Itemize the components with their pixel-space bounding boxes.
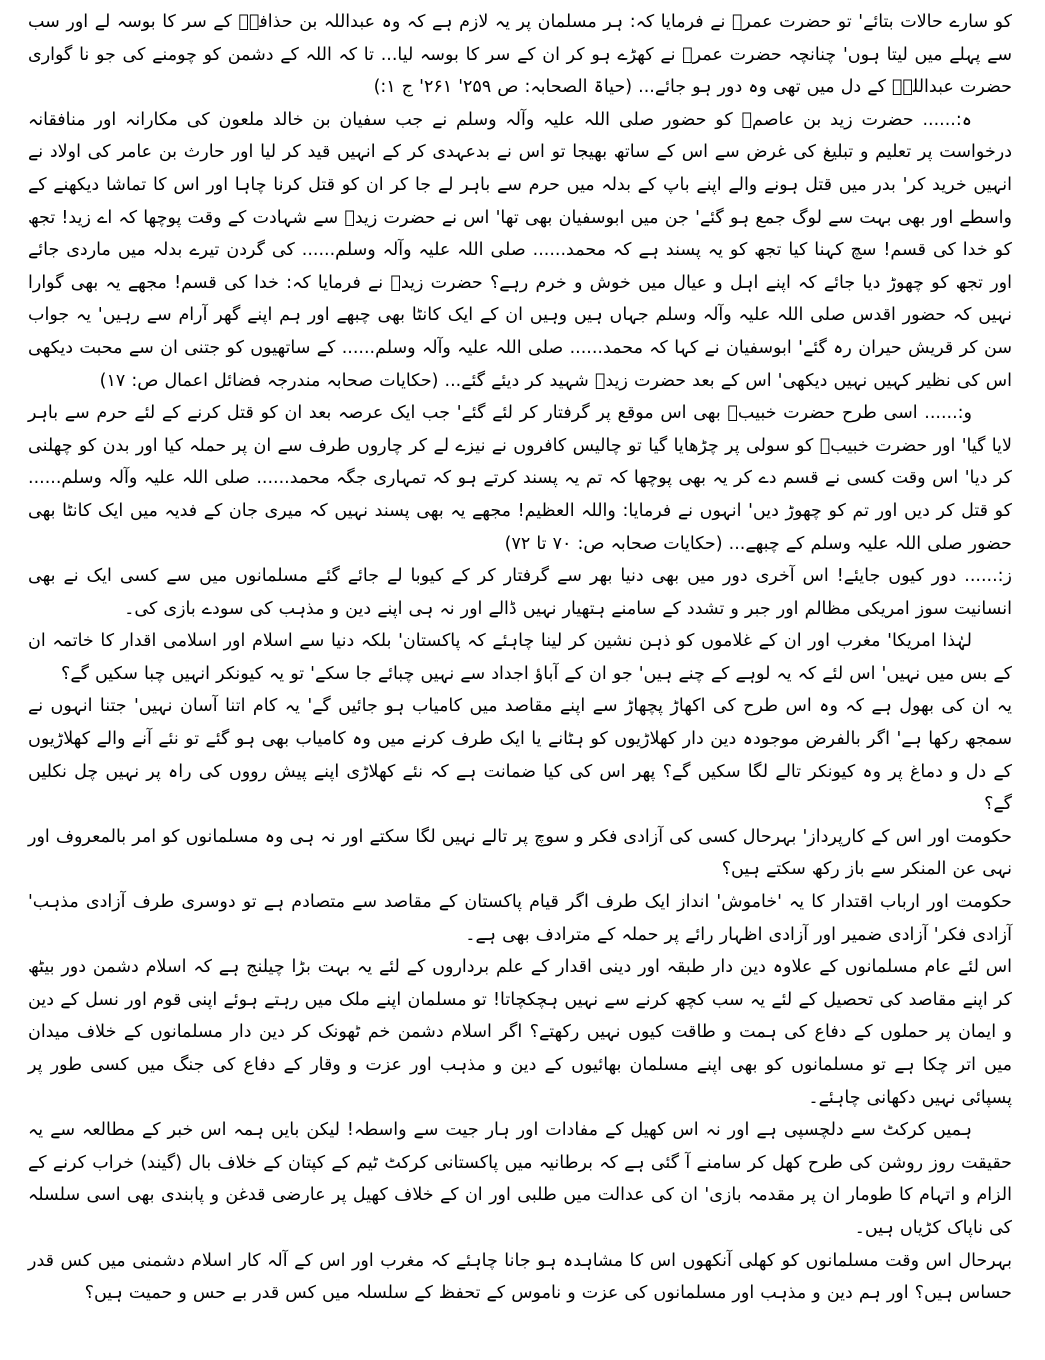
document-page: [28, 6, 1012, 1354]
paragraph-9: اس لئے عام مسلمانوں کے علاوہ دین دار طبقہ اور دینی اقدار کے علم برداروں کے لئے یہ بہت بڑا چیلنج ہے کہ اسلام دشمن دور بیٹھ کر اپنے مقاصد کی تحصیل کے لئے یہ سب کچھ کرنے سے نہیں ہچکچاتا! تو مسلمان اپنے ملک میں رہتے ہوئے اپنی قوم اور نسل کے دین و ایمان پر حملوں کے دفاع کی ہمت و طاقت کیوں نہیں رکھتے؟ اگر اسلام دشمن خم ٹھونک کر دین دار مسلمانوں کے خلاف میدان میں اتر چکا ہے تو مسلمانوں کو بھی اپنے مسلمان بھائیوں کے دین و مذہب اور عزت و وقار کے دفاع کی جنگ میں کسی طور پر پسپائی نہیں دکھانی چاہئے۔: [28, 957, 1012, 1108]
paragraph-7: حکومت اور اس کے کارپرداز' بہرحال کسی کی آزادی فکر و سوچ پر تالے نہیں لگا سکتے اور نہ ہی وہ مسلمانوں کو امر بالمعروف اور نہی عن المنکر سے باز رکھ سکتے ہیں؟: [28, 826, 1012, 880]
paragraph-5: لہٰذا امریکا' مغرب اور ان کے غلاموں کو ذہن نشین کر لینا چاہئے کہ پاکستان' بلکہ دنیا سے اسلام اور اسلامی اقدار کا خاتمہ ان کے بس میں نہیں' اس لئے کہ یہ لوہے کے چنے ہیں' جو ان کے آباؤ اجداد سے نہیں چبائے جا سکے' تو یہ کیونکر انہیں چبا سکیں گے؟: [28, 631, 1012, 684]
paragraph-6: یہ ان کی بھول ہے کہ وہ اس طرح کی اکھاڑ پچھاڑ سے اپنے مقاصد میں کامیاب ہو جائیں گے' یہ کام اتنا آسان نہیں' جتنا انہوں نے سمجھ رکھا ہے' اگر بالفرض موجودہ دین دار کھلاڑیوں کو ہٹانے یا ایک طرف کرنے میں وہ کامیاب بھی ہو گئے تو نئے آنے والے کھلاڑیوں کے دل و دماغ پر وہ کیونکر تالے لگا سکیں گے؟ پھر اس کی کیا ضمانت ہے کہ نئے کھلاڑی اپنے پیش رووں کی راہ پر نہیں چل نکلیں گے؟: [28, 696, 1012, 815]
paragraph-4: ز:...... دور کیوں جایئے! اس آخری دور میں بھی دنیا بھر سے گرفتار کر کے کیوبا لے جائے گئے مسلمانوں میں سے کسی ایک نے بھی انسانیت سوز امریکی مظالم اور جبر و تشدد کے سامنے ہتھیار نہیں ڈالے اور نہ ہی اپنے دین و مذہب کی سودے بازی کی۔: [28, 566, 1012, 619]
paragraph-8: حکومت اور ارباب اقتدار کا یہ 'خاموش' انداز ایک طرف اگر قیام پاکستان کے مقاصد سے متصادم ہے تو دوسری طرف آزادی مذہب' آزادی فکر' آزادی ضمیر اور آزادی اظہار رائے پر حملہ کے مترادف بھی ہے۔: [28, 892, 1012, 945]
paragraph-3: و:...... اسی طرح حضرت خبیبؓ بھی اس موقع پر گرفتار کر لئے گئے' جب ایک عرصہ بعد ان کو قتل کرنے کے لئے حرم سے باہر لایا گیا' اور حضرت خبیبؓ کو سولی پر چڑھایا گیا تو چالیس کافروں نے نیزے لے کر چاروں طرف سے ان پر حملہ کیا اور بدن کو چھلنی کر دیا' اس وقت کسی نے قسم دے کر یہ بھی پوچھا کہ تم یہ پسند کرتے ہو کہ تمہاری جگہ محمد...... صلی اللہ علیہ وآلہ وسلم...... کو قتل کر دیں اور تم کو چھوڑ دیں' انہوں نے فرمایا: واللہ العظیم! مجھے یہ بھی پسند نہیں کہ میری جان کے فدیہ میں ایک کانٹا بھی حضور صلی اللہ علیہ وسلم کے چبھے... (حکایات صحابہ ص: ۷۰ تا ۷۲): [28, 403, 1012, 554]
paragraph-1: کو سارے حالات بتائے' تو حضرت عمرؓ نے فرمایا کہ: ہر مسلمان پر یہ لازم ہے کہ وہ عبداللہ بن حذافہؓ کے سر کا بوسہ لے اور سب سے پہلے میں لیتا ہوں' چنانچہ حضرت عمرؓ نے کھڑے ہو کر ان کے سر کا بوسہ لیا... تا کہ اللہ کے دشمن کو چومنے کی جو نا گواری حضرت عبداللہؓ کے دل میں تھی وہ دور ہو جائے... (حیاۃ الصحابہ: ص ۲۵۹' ۲۶۱' ج ۱:): [28, 12, 1012, 98]
paragraph-10: ہمیں کرکٹ سے دلچسپی ہے اور نہ اس کھیل کے مفادات اور ہار جیت سے واسطہ! لیکن بایں ہمہ اس خبر کے مطالعہ سے یہ حقیقت روز روشن کی طرح کھل کر سامنے آ گئی ہے کہ برطانیہ میں پاکستانی کرکٹ ٹیم کے کپتان کے خلاف بال (گیند) خراب کرنے کے الزام و اتہام کا طومار ان پر مقدمہ بازی' ان کی عدالت میں طلبی اور ان کے خلاف کھیل پر عارضی قدغن و پابندی بھی اسی سلسلہ کی ناپاک کڑیاں ہیں۔: [28, 1120, 1012, 1238]
paragraph-11: بہرحال اس وقت مسلمانوں کو کھلی آنکھوں اس کا مشاہدہ ہو جانا چاہئے کہ مغرب اور اس کے آلہ کار اسلام دشمنی میں کس قدر حساس ہیں؟ اور ہم دین و مذہب اور مسلمانوں کی عزت و ناموس کے تحفظ کے سلسلہ میں کس قدر بے حس و حمیت ہیں؟: [28, 1250, 1012, 1304]
paragraph-2: ہ:...... حضرت زید بن عاصمؓ کو حضور صلی اللہ علیہ وآلہ وسلم نے جب سفیان بن خالد ملعون کی مکارانہ اور منافقانہ درخواست پر تعلیم و تبلیغ کی غرض سے اس کے ساتھ بھیجا تو اس نے بدعہدی کر کے انہیں قید کر لیا اور حارث بن عامر کی اولاد نے انہیں خرید کر' بدر میں قتل ہونے والے اپنے باپ کے بدلہ میں حرم سے باہر لے جا کر ان کو قتل کرنا چاہا اور اس کا تماشا دیکھنے کے واسطے اور بھی بہت سے لوگ جمع ہو گئے' جن میں ابوسفیان بھی تھا' اس نے حضرت زیدؓ سے شہادت کے وقت پوچھا کہ اے زید! تجھ کو خدا کی قسم! سچ کہنا کیا تجھ کو یہ پسند ہے کہ محمد...... صلی اللہ علیہ وآلہ وسلم...... کی گردن تیرے بدلہ میں ماردی جائے اور تجھ کو چھوڑ دیا جائے کہ اپنے اہل و عیال میں خوش و خرم رہے؟ حضرت زیدؓ نے فرمایا کہ: خدا کی قسم! مجھے یہ بھی گوارا نہیں کہ حضور اقدس صلی اللہ علیہ وآلہ وسلم جہاں ہیں وہیں ان کے ایک کانٹا بھی چبھے اور ہم اپنے گھر آرام سے رہیں' یہ جواب سن کر قریش حیران رہ گئے' ابوسفیان نے کہا کہ محمد...... صلی اللہ علیہ وآلہ وسلم...... کے ساتھیوں کو جتنی ان سے محبت دیکھی اس کی نظیر کہیں نہیں دیکھی' اس کے بعد حضرت زیدؓ شہید کر دیئے گئے... (حکایات صحابہ مندرجہ فضائل اعمال ص: ۱۷): [28, 109, 1012, 391]
